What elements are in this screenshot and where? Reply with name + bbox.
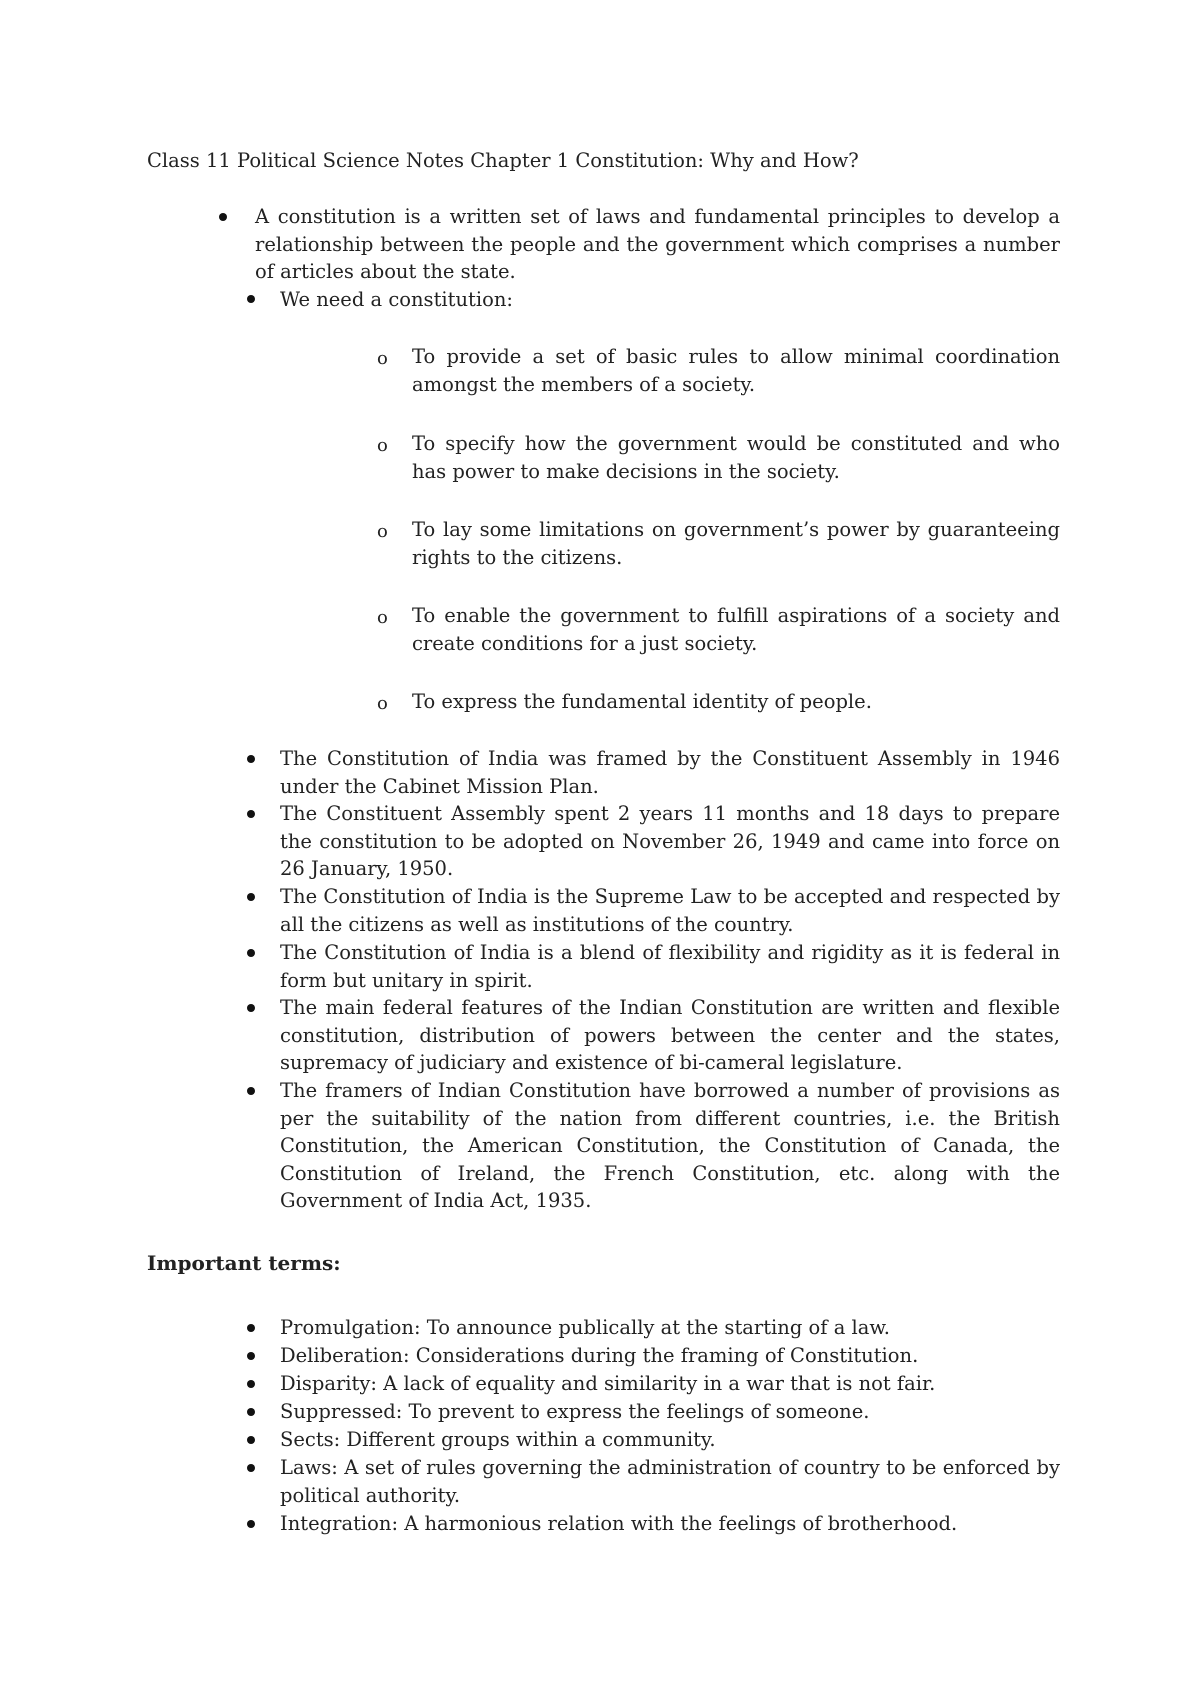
reason-item: To express the fundamental identity of people. bbox=[412, 690, 872, 713]
terms-heading: Important terms: bbox=[147, 1251, 341, 1275]
fact-item: The Constitution of India is the Supreme Law to be accepted and respected by all the citizens as well as institutions of the country. bbox=[280, 885, 1060, 936]
reason-item: To provide a set of basic rules to allow minimal coordination amongst the members of a society. bbox=[412, 345, 1060, 396]
bullet-icon bbox=[247, 1408, 255, 1416]
bullet-icon bbox=[247, 755, 255, 763]
bullet-icon bbox=[247, 1380, 255, 1388]
bullet-icon bbox=[247, 1464, 255, 1472]
bullet-icon bbox=[247, 295, 255, 303]
bullet-icon bbox=[247, 810, 255, 818]
bullet-icon bbox=[247, 1004, 255, 1012]
bullet-icon bbox=[247, 1352, 255, 1360]
term-item: Promulgation: To announce publically at the starting of a law. bbox=[280, 1316, 890, 1339]
term-item: Integration: A harmonious relation with the feelings of brotherhood. bbox=[280, 1512, 958, 1535]
fact-item: The framers of Indian Constitution have borrowed a number of provisions as per the suitability of the nation from different countries, i.e. the British Constitution, the American Constitution, the Constitution of Canada, the Constitution of Ireland, the French Constitution, etc. along with the Government of India Act, 1935. bbox=[280, 1079, 1060, 1213]
reason-item: To enable the government to fulfill aspirations of a society and create conditions for a just society. bbox=[412, 604, 1060, 655]
bullet-icon bbox=[247, 1324, 255, 1332]
sub-bullet-icon: o bbox=[377, 348, 388, 369]
fact-item: The Constituent Assembly spent 2 years 11 months and 18 days to prepare the constitution to be adopted on November 26, 1949 and came into force on 26 January, 1950. bbox=[280, 802, 1060, 881]
sub-bullet-icon: o bbox=[377, 521, 388, 542]
term-item: Deliberation: Considerations during the framing of Constitution. bbox=[280, 1344, 919, 1367]
sub-bullet-icon: o bbox=[377, 607, 388, 628]
document-title: Class 11 Political Science Notes Chapter 1 Constitution: Why and How? bbox=[147, 149, 859, 172]
reason-item: To specify how the government would be constituted and who has power to make decisions in the society. bbox=[412, 432, 1060, 483]
fact-item: The Constitution of India is a blend of flexibility and rigidity as it is federal in form but unitary in spirit. bbox=[280, 941, 1060, 992]
fact-item: The main federal features of the Indian Constitution are written and flexible constitution, distribution of powers between the center and the states, supremacy of judiciary and existence of bi-cameral legislature. bbox=[280, 996, 1060, 1075]
sub-bullet-icon: o bbox=[377, 693, 388, 714]
bullet-icon bbox=[247, 949, 255, 957]
need-label: We need a constitution: bbox=[280, 288, 513, 311]
bullet-icon bbox=[247, 1436, 255, 1444]
term-item: Sects: Different groups within a community. bbox=[280, 1428, 716, 1451]
sub-bullet-icon: o bbox=[377, 435, 388, 456]
intro-paragraph: A constitution is a written set of laws and fundamental principles to develop a relationship between the people and the government which comprises a number of articles about the state. bbox=[255, 205, 1060, 284]
bullet-icon bbox=[219, 213, 227, 221]
bullet-icon bbox=[247, 1520, 255, 1528]
fact-item: The Constitution of India was framed by the Constituent Assembly in 1946 under the Cabinet Mission Plan. bbox=[280, 747, 1060, 798]
term-item: Suppressed: To prevent to express the feelings of someone. bbox=[280, 1400, 870, 1423]
bullet-icon bbox=[247, 893, 255, 901]
reason-item: To lay some limitations on government’s power by guaranteeing rights to the citizens. bbox=[412, 518, 1060, 569]
term-item: Laws: A set of rules governing the administration of country to be enforced by political authority. bbox=[280, 1456, 1060, 1507]
bullet-icon bbox=[247, 1087, 255, 1095]
term-item: Disparity: A lack of equality and similarity in a war that is not fair. bbox=[280, 1372, 936, 1395]
